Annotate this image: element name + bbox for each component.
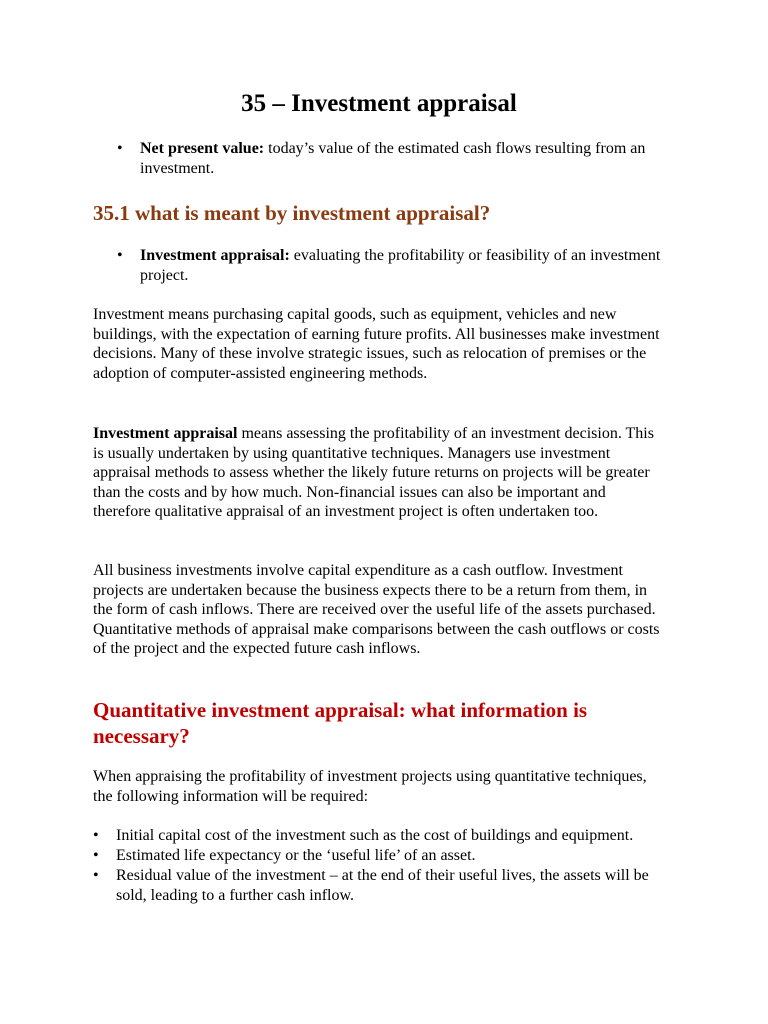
bullet-icon: • <box>93 847 99 864</box>
definition-term: Investment appraisal: <box>140 247 290 264</box>
paragraph: Investment means purchasing capital goods, such as equipment, vehicles and new buildings, with the expectation of earning future profits. All businesses make investment decisions. Many of these involve strategic issues, such as relocation of premises or the adoption of computer-assisted engineering methods. <box>93 306 660 382</box>
bullet-icon: • <box>93 827 99 844</box>
list-item-text: Initial capital cost of the investment such as the cost of buildings and equipment. <box>116 827 634 844</box>
list-item-text: Residual value of the investment – at the end of their useful lives, the assets will be sold, leading to a further cash inflow. <box>116 867 649 904</box>
paragraph-text: means assessing the profitability of an investment decision. This is usually undertaken by using quantitative techniques. Managers use investment appraisal methods to assess whether the likely future returns on projects will be greater than the costs and by how much. Non-financial issues can also be important and therefore qualitative appraisal of an investment project is often undertaken too. <box>93 425 654 520</box>
page-title: 35 – Investment appraisal <box>241 90 517 117</box>
definition-list <box>117 139 665 179</box>
paragraph: All business investments involve capital expenditure as a cash outflow. Investment projects are undertaken because the business expects there to be a return from them, in the form of cash inflows. There are received over the useful life of the assets purchased. Quantitative methods of appraisal make comparisons between the cash outflows or costs of the project and the expected future cash inflows. <box>93 562 660 657</box>
definition-list <box>117 246 665 286</box>
bullet-icon: • <box>117 140 123 157</box>
definition-term: Net present value: <box>140 140 265 157</box>
paragraph <box>93 424 665 522</box>
list-item <box>93 846 665 866</box>
list-item <box>93 866 665 906</box>
list-item <box>117 139 665 179</box>
requirements-list <box>93 826 665 906</box>
bullet-icon: • <box>93 867 99 884</box>
list-item <box>93 826 665 846</box>
paragraph: When appraising the profitability of investment projects using quantitative techniques, the following information will be required: <box>93 768 647 805</box>
definition-text: evaluating the profitability or feasibility of an investment project. <box>140 247 661 284</box>
list-item-text: Estimated life expectancy or the ‘useful life’ of an asset. <box>116 847 476 864</box>
section-heading: 35.1 what is meant by investment appraisal? <box>93 201 491 225</box>
definition-text: today’s value of the estimated cash flows resulting from an investment. <box>140 140 646 177</box>
section-heading: Quantitative investment appraisal: what information is necessary? <box>93 698 588 748</box>
paragraph-term: Investment appraisal <box>93 425 238 442</box>
bullet-icon: • <box>117 247 123 264</box>
list-item <box>117 246 665 286</box>
